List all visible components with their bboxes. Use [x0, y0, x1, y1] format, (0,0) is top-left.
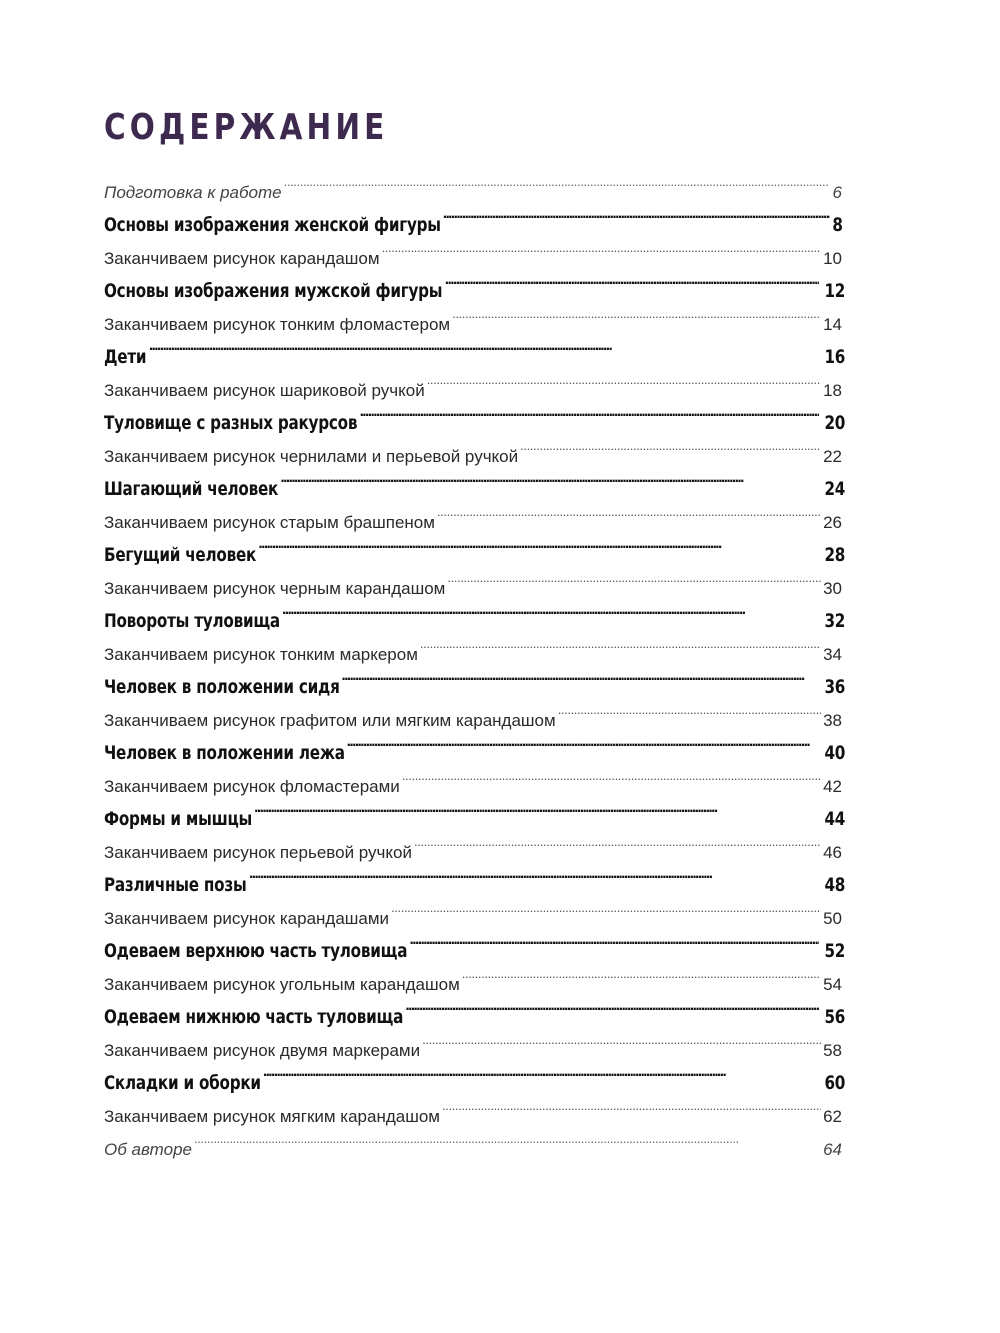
toc-page-number: 58 [823, 1041, 842, 1060]
toc-entry-title: Дети [104, 346, 147, 368]
toc-entry-title: Бегущий человек [104, 544, 257, 566]
dot-leader [450, 297, 821, 330]
toc-entry-title: Складки и оборки [104, 1072, 261, 1094]
dot-leader [420, 1023, 821, 1056]
toc-page-number: 52 [824, 940, 845, 962]
toc-page-number: 22 [823, 447, 842, 466]
toc-entry-title: Подготовка к работе [104, 183, 282, 202]
dot-leader [261, 1056, 820, 1089]
dot-leader [412, 825, 821, 858]
dot-leader [445, 561, 821, 594]
toc-page-number: 50 [823, 909, 842, 928]
dot-leader [418, 627, 821, 660]
toc-page-number: 62 [823, 1107, 842, 1126]
dot-leader [389, 891, 821, 924]
page-title: СОДЕРЖАНИЕ [104, 107, 389, 148]
toc-entry-title: Об авторе [104, 1140, 192, 1159]
toc-page-number: 10 [823, 249, 842, 268]
toc-page-number: 48 [824, 874, 845, 896]
toc-chapter-entry[interactable] [104, 330, 845, 368]
toc-page-number: 24 [824, 478, 845, 500]
toc-page-number: 16 [824, 346, 845, 368]
dot-leader [278, 462, 819, 495]
dot-leader [380, 231, 822, 264]
toc-entry-title: Туловище с разных ракурсов [104, 412, 358, 434]
toc-page-number: 46 [823, 843, 842, 862]
toc-entry-title: Заканчиваем рисунок старым брашпеном [104, 513, 435, 532]
toc-page-number: 64 [823, 1140, 842, 1159]
dot-leader [440, 1089, 821, 1122]
toc-entry-title: Заканчиваем рисунок шариковой ручкой [104, 381, 425, 400]
toc-entry-title: Одеваем нижнюю часть туловища [104, 1006, 404, 1028]
dot-leader [247, 858, 820, 891]
toc-page-number: 14 [823, 315, 842, 334]
dot-leader [443, 264, 820, 297]
toc-page-number: 36 [824, 676, 845, 698]
dot-leader [425, 363, 821, 396]
toc-page-number: 12 [824, 280, 845, 302]
dot-leader [280, 594, 820, 627]
toc-entry-title: Заканчиваем рисунок чернилами и перьевой ручкой [104, 447, 519, 466]
dot-leader [518, 429, 821, 462]
toc-entry-title: Заканчиваем рисунок тонким маркером [104, 645, 418, 664]
toc-entry-title: Заканчиваем рисунок угольным карандашом [104, 975, 460, 994]
toc-page-number: 38 [823, 711, 842, 730]
toc-entry-title: Заканчиваем рисунок двумя маркерами [104, 1041, 421, 1060]
dot-leader [400, 759, 821, 792]
toc-page-number: 40 [824, 742, 845, 764]
toc-entry-title: Заканчиваем рисунок карандашами [104, 909, 390, 928]
dot-leader [192, 1122, 821, 1155]
toc-entry-title: Одеваем верхнюю часть туловища [104, 940, 408, 962]
toc-page-number: 44 [824, 808, 845, 830]
dot-leader [435, 495, 821, 528]
dot-leader [407, 924, 819, 957]
toc-page-number: 30 [823, 579, 842, 598]
toc-entry-title: Заканчиваем рисунок тонким фломастером [104, 315, 451, 334]
toc-entry-title: Человек в положении лежа [104, 742, 345, 764]
toc-entry-title: Основы изображения мужской фигуры [104, 280, 443, 302]
toc-page-number: 32 [824, 610, 845, 632]
dot-leader [339, 660, 819, 693]
dot-leader [357, 396, 819, 429]
toc-entry-title: Заканчиваем рисунок перьевой ручкой [104, 843, 412, 862]
toc-page-number: 28 [824, 544, 845, 566]
toc-entry-title: Человек в положении сидя [104, 676, 340, 698]
dot-leader [344, 726, 819, 759]
toc-page-number: 8 [832, 214, 843, 236]
dot-leader [556, 693, 821, 726]
toc-entry-title: Основы изображения женской фигуры [104, 214, 441, 236]
toc-entry-title: Заканчиваем рисунок карандашом [104, 249, 380, 268]
toc-entry-title: Заканчиваем рисунок мягким карандашом [104, 1107, 440, 1126]
toc-entry-title: Заканчиваем рисунок графитом или мягким карандашом [104, 711, 556, 730]
toc-entry-title: Повороты туловища [104, 610, 280, 632]
dot-leader [282, 165, 831, 198]
toc-entry-title: Формы и мышцы [104, 808, 253, 830]
dot-leader [460, 957, 821, 990]
toc-page-number: 60 [824, 1072, 845, 1094]
dot-leader [147, 330, 820, 363]
toc-page-number: 6 [832, 183, 842, 202]
toc-page-number: 20 [824, 412, 845, 434]
toc-page-number: 54 [823, 975, 842, 994]
toc-page-number: 34 [823, 645, 842, 664]
toc-extra-entry[interactable] [104, 165, 842, 202]
table-of-contents [104, 165, 845, 1159]
toc-entry-title: Заканчиваем рисунок черным карандашом [104, 579, 446, 598]
toc-page-number: 26 [823, 513, 842, 532]
toc-subsection-entry[interactable] [104, 363, 842, 400]
toc-page-number: 42 [823, 777, 842, 796]
dot-leader [256, 528, 819, 561]
toc-entry-title: Различные позы [104, 874, 247, 896]
dot-leader [252, 792, 819, 825]
dot-leader [441, 198, 831, 231]
dot-leader [403, 990, 819, 1023]
toc-extra-entry[interactable] [104, 1122, 842, 1159]
toc-entry-title: Заканчиваем рисунок фломастерами [104, 777, 400, 796]
toc-page-number: 56 [824, 1006, 845, 1028]
toc-entry-title: Шагающий человек [104, 478, 279, 500]
toc-page-number: 18 [823, 381, 842, 400]
